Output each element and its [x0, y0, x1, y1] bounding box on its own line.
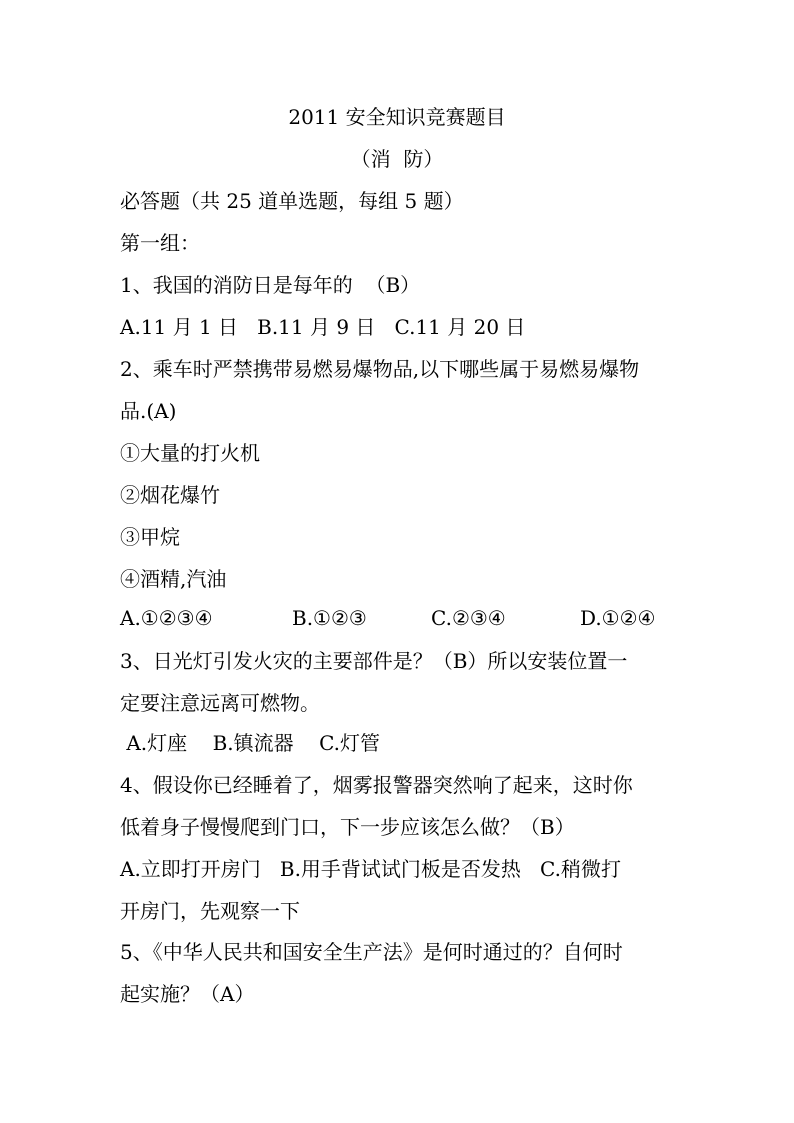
question-2-option-c: C.②③④ — [431, 606, 506, 630]
question-2-item: ①大量的打火机 — [120, 441, 260, 465]
question-1: 1、我国的消防日是每年的 （B） — [120, 273, 421, 297]
group-heading: 第一组： — [120, 231, 200, 255]
question-2-option-b: B.①②③ — [292, 606, 367, 630]
question-2-item: ④酒精,汽油 — [120, 567, 227, 591]
question-5-line-2: 起实施？（A） — [120, 982, 255, 1006]
question-3-line-1: 3、日光灯引发火灾的主要部件是？（B）所以安装位置一 — [120, 649, 628, 673]
question-2-line-1: 2、乘车时严禁携带易燃易爆物品,以下哪些属于易燃易爆物 — [120, 357, 640, 381]
question-4-options-line-1: A.立即打开房门 B.用手背试试门板是否发热 C.稍微打 — [120, 857, 621, 881]
question-2-option-a: A.①②③④ — [120, 606, 213, 630]
question-4-line-2: 低着身子慢慢爬到门口，下一步应该怎么做？（B） — [120, 815, 575, 839]
question-3-line-2: 定要注意远离可燃物。 — [120, 691, 320, 715]
question-2-item: ③甲烷 — [120, 525, 180, 549]
section-heading: 必答题（共 25 道单选题，每组 5 题） — [120, 189, 464, 213]
question-5-line-1: 5、《中华人民共和国安全生产法》是何时通过的？自何时 — [120, 940, 623, 964]
page-subtitle: （消 防） — [350, 147, 444, 171]
question-4-line-1: 4、假设你已经睡着了，烟雾报警器突然响了起来，这时你 — [120, 773, 633, 797]
question-3-options: A.灯座 B.镇流器 C.灯管 — [120, 731, 381, 755]
question-1-options: A.11 月 1 日 B.11 月 9 日 C.11 月 20 日 — [120, 315, 526, 339]
question-2-item: ②烟花爆竹 — [120, 483, 220, 507]
page-title: 2011 安全知识竞赛题目 — [288, 105, 506, 129]
question-2-line-2: 品.(A) — [120, 399, 177, 423]
question-2-option-d: D.①②④ — [580, 606, 656, 630]
question-4-options-line-2: 开房门，先观察一下 — [120, 899, 300, 923]
